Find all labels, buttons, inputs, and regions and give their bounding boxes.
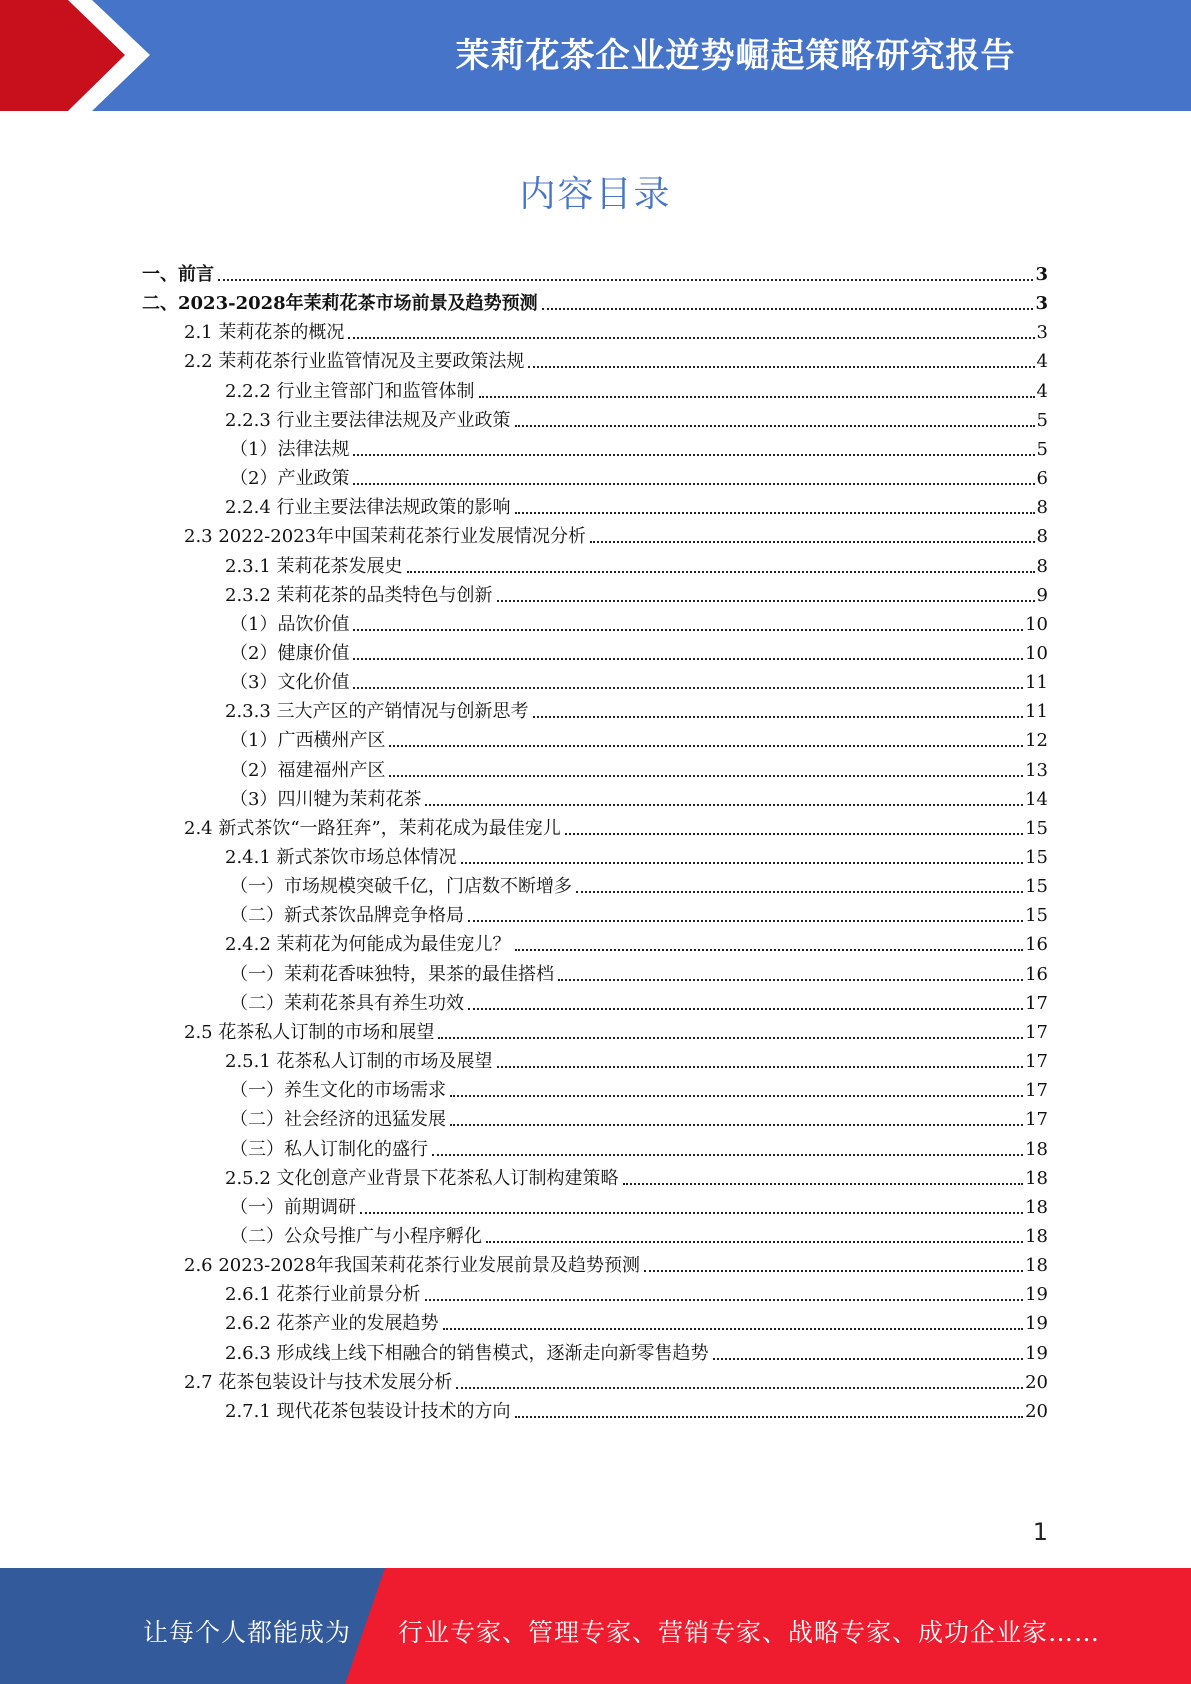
toc-dot-leader: [425, 803, 1023, 806]
toc-entry-label: （二）茉莉花茶具有养生功效: [230, 992, 464, 1014]
toc-entry[interactable]: [142, 284, 1048, 315]
toc-dot-leader: [528, 365, 1034, 368]
toc-entry-page: 11: [1025, 701, 1048, 723]
toc-entry[interactable]: [230, 984, 1048, 1015]
toc-entry-page: 6: [1036, 468, 1048, 490]
toc-entry-label: 2.2.4 行业主要法律法规政策的影响: [225, 497, 511, 519]
toc-entry[interactable]: [225, 838, 1048, 869]
toc-dot-leader: [438, 1036, 1023, 1039]
toc-heading: 内容目录: [519, 174, 672, 215]
toc-dot-leader: [623, 1182, 1024, 1185]
toc-dot-leader: [497, 599, 1035, 602]
toc-dot-leader: [353, 628, 1023, 631]
toc-entry-page: 19: [1025, 1284, 1048, 1306]
toc-dot-leader: [389, 774, 1023, 777]
toc-dot-leader: [353, 657, 1023, 660]
toc-entry-page: 18: [1025, 1167, 1048, 1189]
toc-entry[interactable]: [225, 1304, 1048, 1335]
toc-entry-label: 2.1 茉莉花茶的概况: [184, 322, 345, 344]
toc-entry-label: 2.7.1 现代花茶包装设计技术的方向: [225, 1400, 511, 1422]
toc-entry-label: 一、前言: [142, 264, 214, 285]
toc-entry-page: 17: [1025, 1080, 1048, 1102]
toc-entry[interactable]: [225, 401, 1048, 432]
toc-dot-leader: [486, 1240, 1023, 1243]
toc-dot-leader: [542, 307, 1034, 310]
toc-entry-label: 2.6.3 形成线上线下相融合的销售模式，逐渐走向新零售趋势: [225, 1342, 709, 1364]
toc-entry-label: （3）文化价值: [230, 672, 350, 694]
toc-entry-label: （3）四川犍为茉莉花茶: [230, 788, 422, 810]
toc-entry[interactable]: [184, 313, 1048, 344]
toc-entry-label: （一）养生文化的市场需求: [230, 1080, 446, 1102]
toc-entry[interactable]: [230, 867, 1048, 898]
report-title: 茉莉花茶企业逆势崛起策略研究报告: [455, 36, 1016, 76]
toc-entry-label: 2.5.1 花茶私人订制的市场及展望: [225, 1051, 493, 1073]
toc-entry-label: （一）茉莉花香味独特，果茶的最佳搭档: [230, 963, 554, 985]
toc-dot-leader: [461, 861, 1024, 864]
toc-dot-leader: [353, 453, 1034, 456]
toc-entry[interactable]: [184, 342, 1048, 373]
toc-entry-page: 8: [1036, 497, 1048, 519]
toc-dot-leader: [497, 1065, 1024, 1068]
footer-banner: [0, 1568, 1191, 1684]
toc-entry-label: （一）前期调研: [230, 1196, 356, 1218]
toc-entry[interactable]: [230, 780, 1048, 811]
toc-dot-leader: [713, 1357, 1024, 1360]
toc-entry-label: 二、2023-2028年茉莉花茶市场前景及趋势预测: [142, 293, 538, 315]
toc-dot-leader: [360, 1211, 1023, 1214]
toc-dot-leader: [218, 278, 1033, 281]
toc-entry[interactable]: [184, 1363, 1048, 1394]
toc-entry[interactable]: [225, 576, 1048, 607]
toc-entry[interactable]: [230, 605, 1048, 636]
toc-entry-page: 19: [1025, 1313, 1048, 1335]
toc-dot-leader: [353, 482, 1034, 485]
toc-dot-leader: [348, 336, 1034, 339]
toc-dot-leader: [533, 715, 1024, 718]
toc-entry-label: （二）社会经济的迅猛发展: [230, 1109, 446, 1131]
toc-entry-page: 13: [1025, 759, 1048, 781]
toc-dot-leader: [389, 744, 1023, 747]
toc-entry-label: 2.4 新式茶饮“一路狂奔”，茉莉花成为最佳宠儿: [184, 817, 561, 839]
toc-entry-label: （1）广西横州产区: [230, 730, 386, 752]
toc-entry-page: 18: [1025, 1255, 1048, 1277]
toc-dot-leader: [432, 1153, 1023, 1156]
toc-dot-leader: [479, 395, 1035, 398]
toc-entry-page: 17: [1025, 1051, 1048, 1073]
toc-dot-leader: [468, 1007, 1023, 1010]
toc-entry-label: 2.6.2 花茶产业的发展趋势: [225, 1313, 439, 1335]
toc-entry[interactable]: [230, 634, 1048, 665]
toc-entry[interactable]: [230, 1188, 1048, 1219]
toc-dot-leader: [456, 1386, 1023, 1389]
toc-entry-label: 2.2.3 行业主要法律法规及产业政策: [225, 409, 511, 431]
toc-entry-page: 15: [1025, 876, 1048, 898]
toc-entry-label: 2.3.3 三大产区的产销情况与创新思考: [225, 701, 529, 723]
toc-entry-label: （二）新式茶饮品牌竞争格局: [230, 905, 464, 927]
toc-entry-label: （2）健康价值: [230, 642, 350, 664]
toc-entry-label: 2.4.1 新式茶饮市场总体情况: [225, 847, 457, 868]
footer-slogan-right: 行业专家、管理专家、营销专家、战略专家、成功企业家……: [398, 1618, 1101, 1647]
toc-entry[interactable]: [184, 1246, 1048, 1277]
toc-entry-label: （二）公众号推广与小程序孵化: [230, 1225, 482, 1247]
toc-entry-page: 20: [1025, 1400, 1048, 1422]
toc-entry-page: 15: [1025, 847, 1048, 868]
toc-entry-label: （一）市场规模突破千亿，门店数不断增多: [230, 876, 572, 898]
toc-entry[interactable]: [225, 1159, 1048, 1190]
toc-entry-page: 16: [1025, 934, 1048, 956]
toc-entry[interactable]: [230, 751, 1048, 782]
toc-entry-page: 16: [1025, 963, 1048, 985]
toc-entry[interactable]: [230, 459, 1048, 490]
toc-entry-page: 18: [1025, 1196, 1048, 1218]
toc-dot-leader: [450, 1094, 1023, 1097]
toc-dot-leader: [407, 570, 1035, 573]
toc-dot-leader: [353, 686, 1023, 689]
toc-dot-leader: [515, 948, 1024, 951]
toc-entry-page: 14: [1025, 788, 1048, 810]
toc-entry-label: 2.5 花茶私人订制的市场和展望: [184, 1021, 435, 1043]
toc-entry[interactable]: [230, 1130, 1048, 1161]
toc-entry[interactable]: [230, 1071, 1048, 1102]
toc-entry-page: 10: [1025, 642, 1048, 664]
toc-entry[interactable]: [230, 663, 1048, 694]
toc-dot-leader: [515, 511, 1035, 514]
toc-dot-leader: [443, 1327, 1024, 1330]
toc-entry[interactable]: [225, 1275, 1048, 1306]
toc-entry-label: 2.2 茉莉花茶行业监管情况及主要政策法规: [184, 351, 525, 373]
toc-entry-page: 15: [1025, 817, 1048, 839]
toc-entry-page: 10: [1025, 613, 1048, 635]
toc-dot-leader: [576, 890, 1023, 893]
toc-entry-page: 8: [1036, 526, 1048, 548]
toc-entry-page: 3: [1035, 293, 1048, 315]
toc-entry[interactable]: [225, 547, 1048, 578]
toc-entry[interactable]: [225, 1042, 1048, 1073]
toc-entry[interactable]: [184, 809, 1048, 840]
toc-entry-page: 17: [1025, 1109, 1048, 1131]
toc-entry[interactable]: [142, 255, 1048, 286]
footer-slogan-left: 让每个人都能成为: [143, 1618, 352, 1647]
toc-entry[interactable]: [225, 925, 1048, 956]
toc-entry-page: 8: [1036, 555, 1048, 577]
toc-entry[interactable]: [230, 721, 1048, 752]
toc-entry-page: 5: [1036, 409, 1048, 431]
toc-entry-page: 3: [1035, 264, 1048, 285]
toc-entry-label: 2.7 花茶包装设计与技术发展分析: [184, 1371, 453, 1393]
toc-entry[interactable]: [230, 955, 1048, 986]
toc-dot-leader: [515, 424, 1035, 427]
toc-entry[interactable]: [230, 1100, 1048, 1131]
toc-entry-page: 17: [1025, 992, 1048, 1014]
toc-entry-label: （1）法律法规: [230, 438, 350, 460]
toc-entry-page: 18: [1025, 1138, 1048, 1160]
toc-entry[interactable]: [230, 430, 1048, 461]
toc-entry[interactable]: [184, 517, 1048, 548]
toc-entry-page: 17: [1025, 1021, 1048, 1043]
toc-entry-page: 4: [1036, 380, 1048, 402]
toc-entry[interactable]: [225, 1392, 1048, 1423]
toc-dot-leader: [558, 978, 1023, 981]
toc-dot-leader: [425, 1298, 1024, 1301]
toc-dot-leader: [450, 1123, 1023, 1126]
toc-entry-label: 2.3.2 茉莉花茶的品类特色与创新: [225, 584, 493, 606]
toc-entry-label: 2.6 2023-2028年我国茉莉花茶行业发展前景及趋势预测: [184, 1255, 641, 1277]
toc-entry-label: （2）福建福州产区: [230, 759, 386, 781]
toc-entry-page: 4: [1036, 351, 1048, 373]
toc-entry-label: 2.5.2 文化创意产业背景下花茶私人订制构建策略: [225, 1167, 619, 1189]
toc-entry-label: 2.3.1 茉莉花茶发展史: [225, 555, 403, 577]
toc-entry-page: 3: [1036, 322, 1048, 344]
toc-dot-leader: [565, 832, 1023, 835]
toc-entry-label: （2）产业政策: [230, 468, 350, 490]
toc-dot-leader: [515, 1415, 1024, 1418]
toc-entry[interactable]: [225, 692, 1048, 723]
page-number: 1: [1032, 1518, 1048, 1546]
toc-entry-label: （1）品饮价值: [230, 613, 350, 635]
header-banner: [0, 0, 1191, 111]
toc-dot-leader: [590, 540, 1035, 543]
toc-dot-leader: [468, 919, 1023, 922]
toc-entry-page: 5: [1036, 438, 1048, 460]
toc-entry[interactable]: [225, 488, 1048, 519]
toc-entry-label: 2.4.2 茉莉花为何能成为最佳宠儿？: [225, 934, 511, 956]
toc-entry-page: 9: [1036, 584, 1048, 606]
toc-entry-label: 2.3 2022-2023年中国茉莉花茶行业发展情况分析: [184, 526, 587, 548]
toc-entry-label: 2.6.1 花茶行业前景分析: [225, 1284, 421, 1306]
toc-entry[interactable]: [225, 372, 1048, 403]
toc-entry[interactable]: [230, 1217, 1048, 1248]
toc-entry-label: （三）私人订制化的盛行: [230, 1138, 428, 1160]
toc-entry-page: 18: [1025, 1225, 1048, 1247]
toc-entry-page: 20: [1025, 1371, 1048, 1393]
toc-entry-label: 2.2.2 行业主管部门和监管体制: [225, 380, 475, 402]
toc-entry-page: 12: [1025, 730, 1048, 752]
toc-entry-page: 15: [1025, 905, 1048, 927]
toc-entry[interactable]: [225, 1334, 1048, 1365]
toc-entry[interactable]: [184, 1013, 1048, 1044]
toc-entry[interactable]: [230, 896, 1048, 927]
toc-dot-leader: [644, 1269, 1023, 1272]
toc-entry-page: 11: [1025, 672, 1048, 694]
toc-entry-page: 19: [1025, 1342, 1048, 1364]
